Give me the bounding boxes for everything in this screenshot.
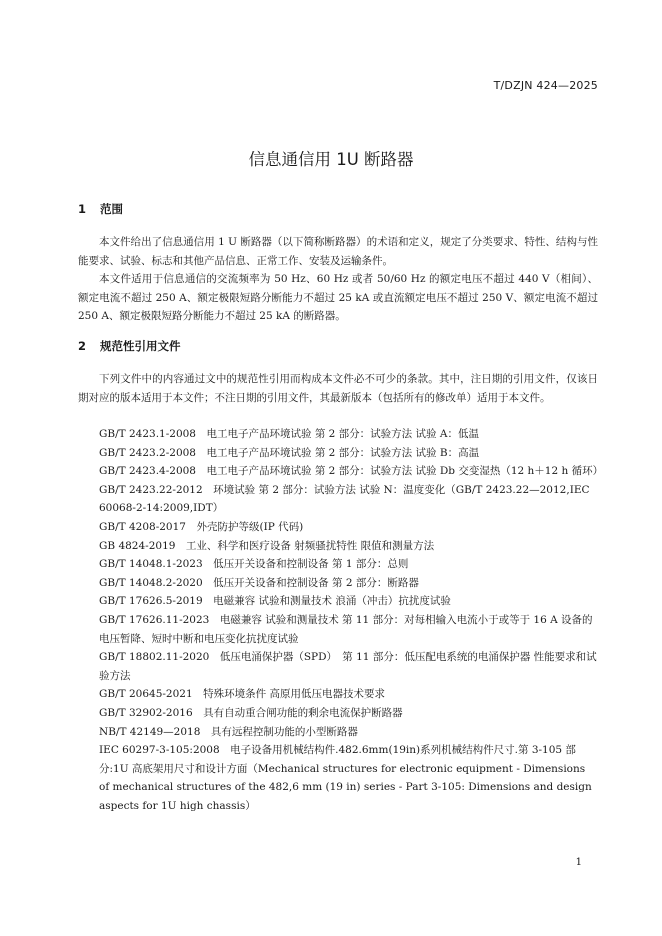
reference-item: GB/T 2423.4-2008 电工电子产品环境试验 第 2 部分：试验方法 试验 Db 交变湿热（12 h＋12 h 循环） bbox=[99, 465, 604, 478]
section-2-heading bbox=[78, 338, 181, 354]
section-2-intro bbox=[78, 370, 598, 407]
page-title: 信息通信用 1U 断路器 bbox=[248, 150, 414, 169]
reference-item: GB/T 17626.11-2023 电磁兼容 试验和测量技术 第 11 部分：对每相输入电流小于或等于 16 A 设备的电压暂降、短时中断和电压变化抗扰度试验 bbox=[99, 613, 593, 645]
section-1-number: 1 bbox=[78, 202, 87, 216]
section-2-title: 规范性引用文件 bbox=[100, 339, 181, 353]
reference-list bbox=[78, 425, 604, 815]
document-code: T/DZJN 424—2025 bbox=[493, 79, 598, 92]
reference-item: GB 4824-2019 工业、科学和医疗设备 射频骚扰特性 限值和测量方法 bbox=[99, 539, 435, 552]
reference-item: GB/T 20645-2021 特殊环境条件 高原用低压电器技术要求 bbox=[99, 688, 385, 701]
reference-item: IEC 60297-3-105:2008 电子设备用机械结构件.482.6mm(19in)系列机械结构件尺寸.第 3-105 部分:1U 高底架用尺寸和设计方面（Mechanical structures for electronic equipment - Dimensions of mechanical structures of the 482,6 mm (19 in) series - Part 3-105: Dimensions and design aspects for 1U high chassis） bbox=[99, 744, 592, 812]
scope-paragraph-1: 本文件给出了信息通信用 1 U 断路器（以下简称断路器）的术语和定义，规定了分类要求、特性、结构与性能要求、试验、标志和其他产品信息、正常工作、安装及运输条件。 bbox=[78, 236, 598, 267]
reference-item: GB/T 4208-2017 外壳防护等级(IP 代码) bbox=[99, 520, 304, 533]
reference-item: GB/T 14048.1-2023 低压开关设备和控制设备 第 1 部分：总则 bbox=[99, 558, 409, 571]
reference-item: GB/T 32902-2016 具有自动重合闸功能的剩余电流保护断路器 bbox=[99, 706, 403, 719]
reference-item: GB/T 18802.11-2020 低压电涌保护器（SPD） 第 11 部分：低压配电系统的电涌保护器 性能要求和试验方法 bbox=[99, 651, 597, 682]
page-number: 1 bbox=[575, 857, 582, 868]
reference-item: GB/T 17626.5-2019 电磁兼容 试验和测量技术 浪涌（冲击）抗扰度试验 bbox=[99, 595, 451, 608]
scope-paragraph-2: 本文件适用于信息通信的交流频率为 50 Hz、60 Hz 或者 50/60 Hz 的额定电压不超过 440 V（相间）、额定电流不超过 250 A、额定极限短路分断能力不超过 25 kA 或直流额定电压不超过 250 V、额定电流不超过 250 A、额定极限短路分断能力不超过 25 kA 的断路器。 bbox=[78, 273, 598, 323]
reference-item: GB/T 2423.22-2012 环境试验 第 2 部分：试验方法 试验 N：温度变化（GB/T 2423.22—2012,IEC 60068-2-14:2009,IDT） bbox=[99, 483, 590, 515]
section-1-heading bbox=[78, 201, 123, 217]
reference-item: GB/T 2423.2-2008 电工电子产品环境试验 第 2 部分：试验方法 试验 B：高温 bbox=[99, 446, 480, 459]
reference-item: NB/T 42149—2018 具有远程控制功能的小型断路器 bbox=[99, 725, 358, 738]
section-1-body bbox=[78, 233, 598, 326]
normative-intro-paragraph: 下列文件中的内容通过文中的规范性引用而构成本文件必不可少的条款。其中，注日期的引用文件，仅该日期对应的版本适用于本文件；不注日期的引用文件，其最新版本（包括所有的修改单）适用于本文件。 bbox=[78, 373, 598, 404]
section-1-title: 范围 bbox=[100, 202, 124, 216]
reference-item: GB/T 2423.1-2008 电工电子产品环境试验 第 2 部分：试验方法 试验 A：低温 bbox=[99, 428, 479, 440]
section-2-number: 2 bbox=[78, 339, 87, 353]
reference-item: GB/T 14048.2-2020 低压开关设备和控制设备 第 2 部分：断路器 bbox=[99, 576, 419, 589]
